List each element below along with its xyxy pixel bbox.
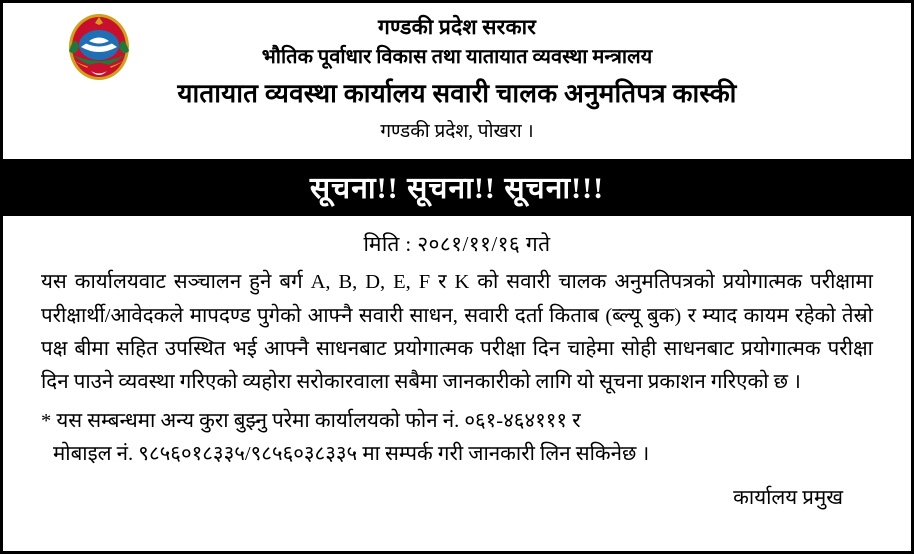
document-header [3, 3, 911, 149]
office-address: गण्डकी प्रदेश, पोखरा । [380, 120, 534, 142]
signature-designation: कार्यालय प्रमुख [733, 486, 843, 509]
notice-banner [3, 159, 911, 216]
notice-banner-text: सूचना!! सूचना!! सूचना!!! [309, 172, 605, 206]
notice-body [3, 266, 911, 510]
ministry-title: भौतिक पूर्वाधार विकास तथा यातायात व्यवस्था मन्त्रालय [261, 46, 653, 69]
contact-note-line-2: मोबाइल नं. ९८५६०१८३३५/९८५६०३८३३५ मा सम्पर्क गरी जानकारी लिन सकिनेछ । [53, 442, 650, 465]
notice-paragraph: यस कार्यालयवाट सञ्चालन हुने बर्ग A, B, D, E, F र K को सवारी चालक अनुमतिपत्रको प्रयोगात्मक परीक्षामा परीक्षार्थी/आवेदकले मापदण्ड पुगेको आफ्नै सवारी साधन, सवारी दर्ता किताब (ब्ल्यू बुक) र म्याद कायम रहेको तेस्रो पक्ष बीमा सहित उपस्थित भई आफ्नै साधनबाट प्रयोगात्मक परीक्षा दिन चाहेमा सोही साधनबाट प्रयोगात्मक परीक्षा दिन पाउने व्यवस्था गरिएको व्यहोरा सरोकारवाला सबैमा जानकारीको लागि यो सूचना प्रकाशन गरिएको छ । [41, 271, 873, 393]
government-title: गण्डकी प्रदेश सरकार [377, 15, 537, 39]
contact-note-line-1: * यस सम्बन्धमा अन्य कुरा बुझ्नु परेमा कार्यालयको फोन नं. ०६१-४६४१११ र [41, 410, 581, 433]
notice-date: मिति : २०८१/११/१६ गते [363, 232, 551, 257]
office-title: यातायात व्यवस्था कार्यालय सवारी चालक अनुमतिपत्र कास्की [177, 79, 737, 109]
nepal-gandaki-province-emblem-icon [65, 11, 133, 85]
